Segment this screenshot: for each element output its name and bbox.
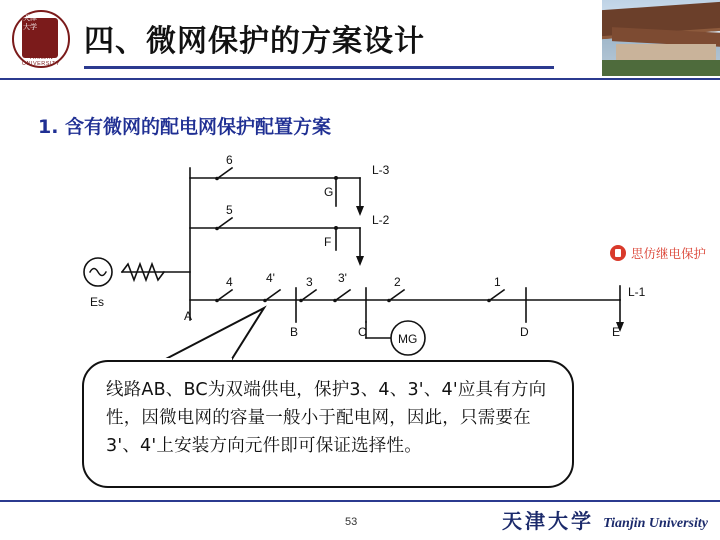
breaker-6-blade <box>218 168 232 178</box>
label-4p: 4' <box>266 271 275 285</box>
campus-building-photo <box>602 0 720 76</box>
label-c: C <box>358 325 367 339</box>
label-2: 2 <box>394 275 401 289</box>
watermark-text: 思仿继电保护 <box>630 246 706 261</box>
label-a: A <box>184 309 193 323</box>
watermark-logo-icon <box>610 245 626 261</box>
network-diagram-svg <box>60 150 660 370</box>
callout-bubble <box>82 360 574 488</box>
label-g: G <box>324 185 334 199</box>
university-crest-icon <box>12 10 70 68</box>
slide-footer <box>0 500 720 540</box>
breaker-3p-pivot <box>333 299 337 303</box>
breaker-6-pivot <box>215 177 219 181</box>
breaker-1-pivot <box>487 299 491 303</box>
breaker-2-blade <box>390 290 404 300</box>
crest-ring-text: TIANJIN UNIVERSITY <box>21 55 60 67</box>
slide-header <box>0 0 720 80</box>
label-l3: L-3 <box>372 163 390 177</box>
crest-inner-line1: 天津 <box>23 14 37 22</box>
breaker-5-blade <box>218 218 232 228</box>
breaker-5-pivot <box>215 227 219 231</box>
label-5: 5 <box>226 203 233 217</box>
breaker-4p-blade <box>266 290 280 300</box>
university-name-en: Tianjin University <box>603 516 708 531</box>
l2-arrow-head <box>356 256 364 266</box>
label-f: F <box>324 235 332 249</box>
crest-inner-line2: 大学 <box>23 23 37 31</box>
breaker-3-blade <box>302 290 316 300</box>
label-e: E <box>612 325 621 339</box>
label-es: Es <box>90 295 105 309</box>
page-number: 53 <box>345 516 358 528</box>
label-b: B <box>290 325 299 339</box>
page-title: 四、微网保护的方案设计 <box>84 24 425 59</box>
label-l1: L-1 <box>628 285 646 299</box>
watermark <box>610 244 706 262</box>
label-4: 4 <box>226 275 233 289</box>
callout-text: 线路AB、BC为双端供电，保护3、4、3'、4'应具有方向性，因微电网的容量一般小于配电网，因此，只需要在3'、4'上安装方向元件即可保证选择性。 <box>106 380 547 456</box>
callout-pointer-shape <box>160 308 264 362</box>
network-diagram <box>60 150 660 370</box>
breaker-4-blade <box>218 290 232 300</box>
crest-inner-text <box>12 14 48 32</box>
label-6: 6 <box>226 153 233 167</box>
title-underline <box>84 66 554 69</box>
label-3: 3 <box>306 275 313 289</box>
section-heading: 1. 含有微网的配电网保护配置方案 <box>38 116 332 138</box>
label-l2: L-2 <box>372 213 390 227</box>
breaker-1-blade <box>490 290 504 300</box>
label-1: 1 <box>494 275 501 289</box>
photo-foliage <box>602 60 720 76</box>
label-mg: MG <box>398 332 418 346</box>
breaker-3p-blade <box>336 290 350 300</box>
l3-arrow-head <box>356 206 364 216</box>
node-f-dot <box>334 226 338 230</box>
university-name-cn: 天津大学 <box>502 509 594 533</box>
breaker-3-pivot <box>299 299 303 303</box>
node-g-dot <box>334 176 338 180</box>
label-d: D <box>520 325 529 339</box>
breaker-2-pivot <box>387 299 391 303</box>
label-3p: 3' <box>338 271 347 285</box>
source-sine <box>90 269 106 276</box>
